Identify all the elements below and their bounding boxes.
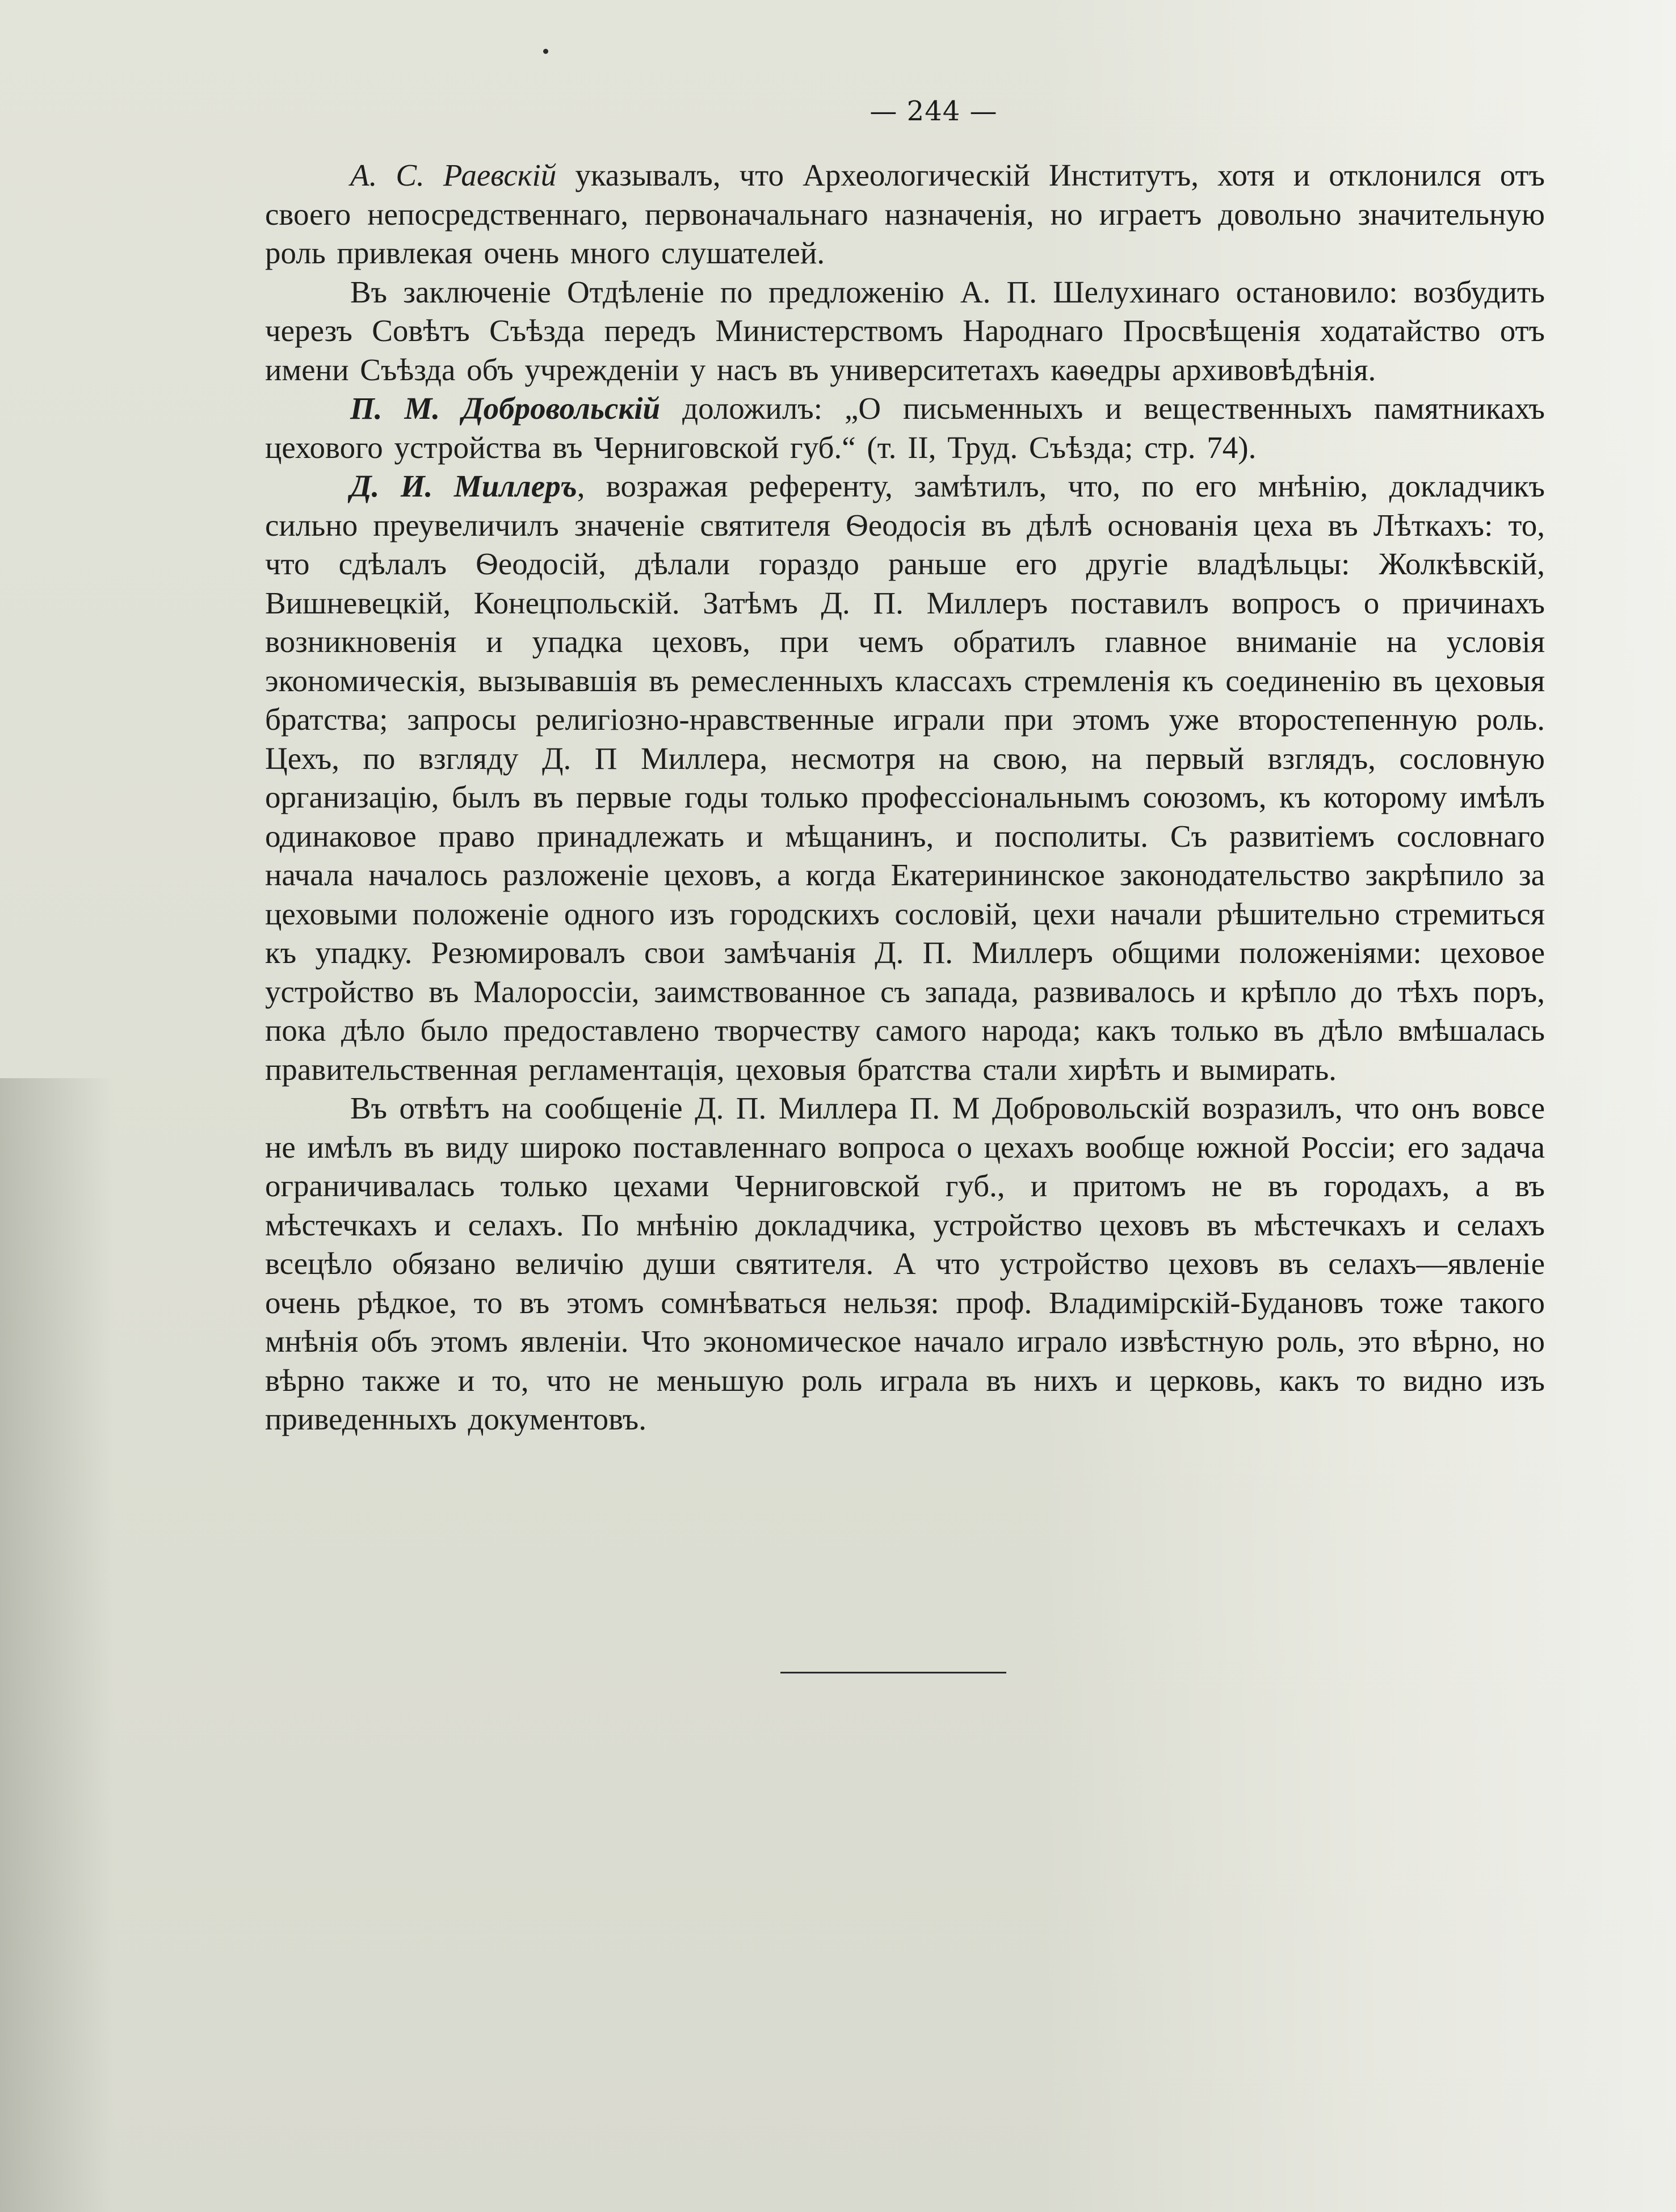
body-text <box>265 156 1545 1439</box>
paragraph-resolution <box>265 273 1545 390</box>
paragraph-text: , возражая референту, замѣтилъ, что, по его мнѣнію, докладчикъ сильно преувеличилъ значеніе святителя Ѳеодосія въ дѣлѣ основанія цеха въ Лѣткахъ: то, что сдѣлалъ Ѳеодосій, дѣлали гораздо раньше его другіе владѣльцы: Жолкѣвскій, Вишневецкій, Конецпольскій. Затѣмъ Д. П. Миллеръ поставилъ вопросъ о причинахъ возникновенія и упадка цеховъ, при чемъ обратилъ главное вниманіе на условія экономическія, вызывавшія въ ремесленныхъ классахъ стремленія къ соединенію въ цеховыя братства; запросы религіозно-нравственные играли при этомъ уже второстепенную роль. Цехъ, по взгляду Д. П Миллера, несмотря на свою, на первый взглядъ, сословную организацію, былъ въ первые годы только профессіональнымъ союзомъ, къ которому имѣлъ одинаковое право принадлежать и мѣщанинъ, и посполиты. Съ развитіемъ сословнаго начала началось разложеніе цеховъ, а когда Екатерининское законодательство закрѣпило за цеховыми положеніе одного изъ городскихъ сословій, цехи начали рѣшительно стремиться къ упадку. Резюмировалъ свои замѣчанія Д. П. Миллеръ общими положеніями: цеховое устройство въ Малороссіи, заимствованное съ запада, развивалось и крѣпло до тѣхъ поръ, пока дѣло было предоставлено творчеству самого народа; какъ только въ дѣло вмѣшалась правительственная регламентація, цеховыя братства стали хирѣть и вымирать. <box>265 469 1545 1087</box>
paragraph-raevsky <box>265 156 1545 273</box>
paragraph-text: Въ заключеніе Отдѣленіе по предложенію А. П. Шелухинаго остановило: возбудить черезъ Совѣтъ Съѣзда передъ Министерствомъ Народнаго Просвѣщенія ходатайство отъ имени Съѣзда объ учрежденіи у насъ въ университетахъ каѳедры архивовѣдѣнія. <box>265 274 1545 387</box>
page-number: — 244 — <box>869 95 998 127</box>
section-end-rule <box>780 1672 1006 1673</box>
speaker-name: П. М. Добровольскій <box>350 391 661 426</box>
paragraph-text: Въ отвѣтъ на сообщеніе Д. П. Миллера П. М Добровольскій возразилъ, что онъ вовсе не имѣлъ въ виду широко поставленнаго вопроса о цехахъ вообще южной Россіи; его задача ограничивалась только цехами Черниговской губ., и притомъ не въ городахъ, а въ мѣстечкахъ и селахъ. По мнѣнію докладчика, устройство цеховъ въ мѣстечкахъ и селахъ всецѣло обязано величію души святителя. А что устройство цеховъ въ селахъ—явленіе очень рѣдкое, то въ этомъ сомнѣваться нельзя: проф. Владимірскій-Будановъ тоже такого мнѣнія объ этомъ явленіи. Что экономическое начало играло извѣстную роль, это вѣрно, но вѣрно также и то, что не меньшую роль играла въ нихъ и церковь, какъ то видно изъ приведенныхъ документовъ. <box>265 1091 1545 1436</box>
speaker-name: А. С. Раевскій <box>350 158 557 192</box>
paragraph-dobrovolsky <box>265 389 1545 467</box>
paragraph-miller <box>265 467 1545 1089</box>
speaker-name: Д. И. Миллеръ <box>350 469 577 503</box>
paragraph-text: доложилъ: „О письменныхъ и вещественныхъ памятникахъ цехового устройства въ Черниговской губ.“ (т. II, Труд. Съѣзда; стр. 74). <box>265 391 1545 465</box>
paragraph-text: указывалъ, что Археологическій Институтъ, хотя и отклонился отъ своего непосредственнаго, первоначальнаго назначенія, но играетъ довольно значительную роль привлекая очень много слушателей. <box>265 158 1545 270</box>
page-edge-shadow <box>0 1078 114 2212</box>
ink-speck <box>543 49 548 54</box>
paragraph-reply <box>265 1089 1545 1439</box>
